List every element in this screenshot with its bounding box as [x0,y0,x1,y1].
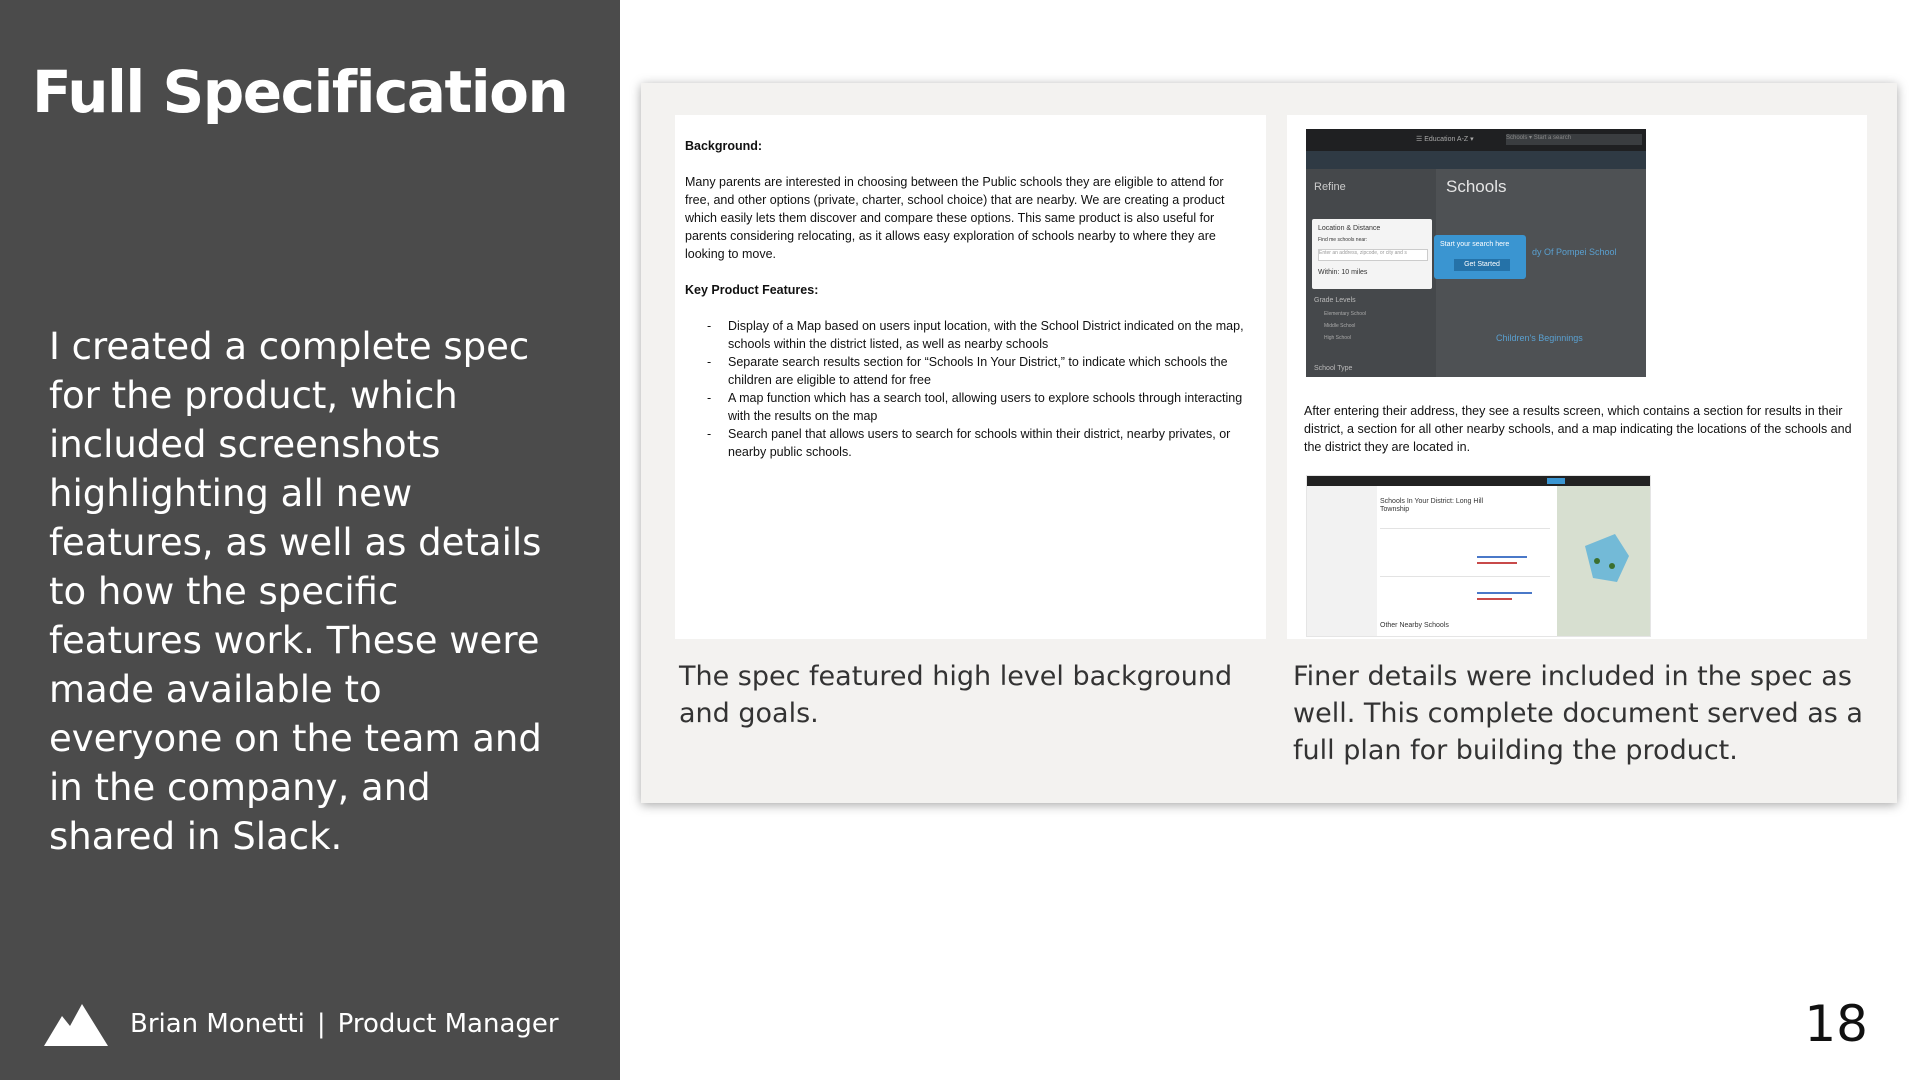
screenshot-search-box: Schools ▾ Start a search [1506,134,1642,145]
mountain-logo-icon [44,1002,108,1046]
result-school-1: dy Of Pompei School [1532,247,1617,257]
caption-right: Finer details were included in the spec as well. This complete document served as a full plan for building the product. [1293,661,1863,766]
result-divider [1380,576,1550,577]
page-number: 18 [1804,995,1868,1053]
screenshot-topbar [1306,129,1646,151]
result-divider [1380,528,1550,529]
district-map [1557,486,1650,636]
footer [44,1000,559,1048]
search-screenshot [1306,129,1646,377]
refine-label: Refine [1314,181,1346,193]
school-type-label: School Type [1314,365,1353,372]
get-started-button: Get Started [1454,259,1510,271]
elementary-option: Elementary School [1324,311,1366,317]
rating-bar [1477,556,1527,558]
features-list [685,317,1245,461]
district-heading: Schools In Your District: Long Hill Township [1380,498,1484,513]
results-description: After entering their address, they see a results screen, which contains a section for results in their district, a section for all other nearby schools, and a map indicating the locations of the schools and the district they are located in. [1304,404,1852,454]
feature-item: - A map function which has a search tool, allowing users to explore schools through interacting with the results on the map [685,389,1245,425]
screenshot-subbar [1306,151,1646,169]
features-heading: Key Product Features: [685,283,819,297]
tooltip-text: Start your search here [1440,241,1510,248]
footer-role: Product Manager [337,1009,559,1039]
rating-bar [1477,592,1532,594]
result-school-2: Children's Beginnings [1496,333,1583,343]
slide-body-text: I created a complete spec for the product, which included screenshots highlighting all new features, as well as details to how the specific features work. These were made available to everyone on the team and in the company, and shared in Slack. [49,325,542,858]
address-input: Enter an address, zipcode, or city and s [1318,249,1428,261]
search-tooltip [1434,235,1526,279]
find-label: Find me schools near: [1318,237,1368,243]
feature-item: - Display of a Map based on users input location, with the School District indicated on the map, schools within the district listed, as well as nearby schools [685,317,1245,353]
screenshot-topbar [1307,476,1650,486]
spec-details-page [1287,115,1867,639]
results-screenshot [1306,475,1651,637]
sidebar-panel [0,0,620,1080]
footer-separator: | [316,1009,326,1039]
feature-item: - Separate search results section for “Schools In Your District,” to indicate which schools the children are eligible to attend for free [685,353,1245,389]
nav-menu: ☰ Education A-Z ▾ [1416,136,1474,143]
grade-levels-label: Grade Levels [1314,297,1356,304]
topbar-button [1547,478,1565,484]
rating-bar [1477,598,1512,600]
screenshot-refine-panel [1307,486,1377,636]
location-popup [1312,219,1432,289]
map-area-icon [1557,486,1650,636]
spec-document-page [675,115,1266,639]
schools-heading: Schools [1446,177,1507,196]
footer-name: Brian Monetti [130,1009,305,1039]
distance-label: Within: 10 miles [1318,269,1368,276]
other-schools-heading: Other Nearby Schools [1380,622,1449,629]
caption-left: The spec featured high level background and goals. [679,661,1233,729]
rating-bar [1477,562,1517,564]
middle-option: Middle School [1324,323,1356,329]
location-label: Location & Distance [1318,225,1381,232]
background-text: Many parents are interested in choosing between the Public schools they are eligible to attend for free, and other options (private, charter, school choice) that are nearby. We are creating a product which easily lets them discover and compare these options. This same product is also useful for parents considering relocating, as it allows easy exploration of schools nearby to where they are looking to move. [685,175,1225,261]
slide-title: Full Specification [32,58,568,126]
feature-item: - Search panel that allows users to search for schools within their district, nearby privates, or nearby public schools. [685,425,1245,461]
background-heading: Background: [685,139,763,153]
spec-card [641,83,1897,803]
high-option: High School [1324,335,1351,341]
